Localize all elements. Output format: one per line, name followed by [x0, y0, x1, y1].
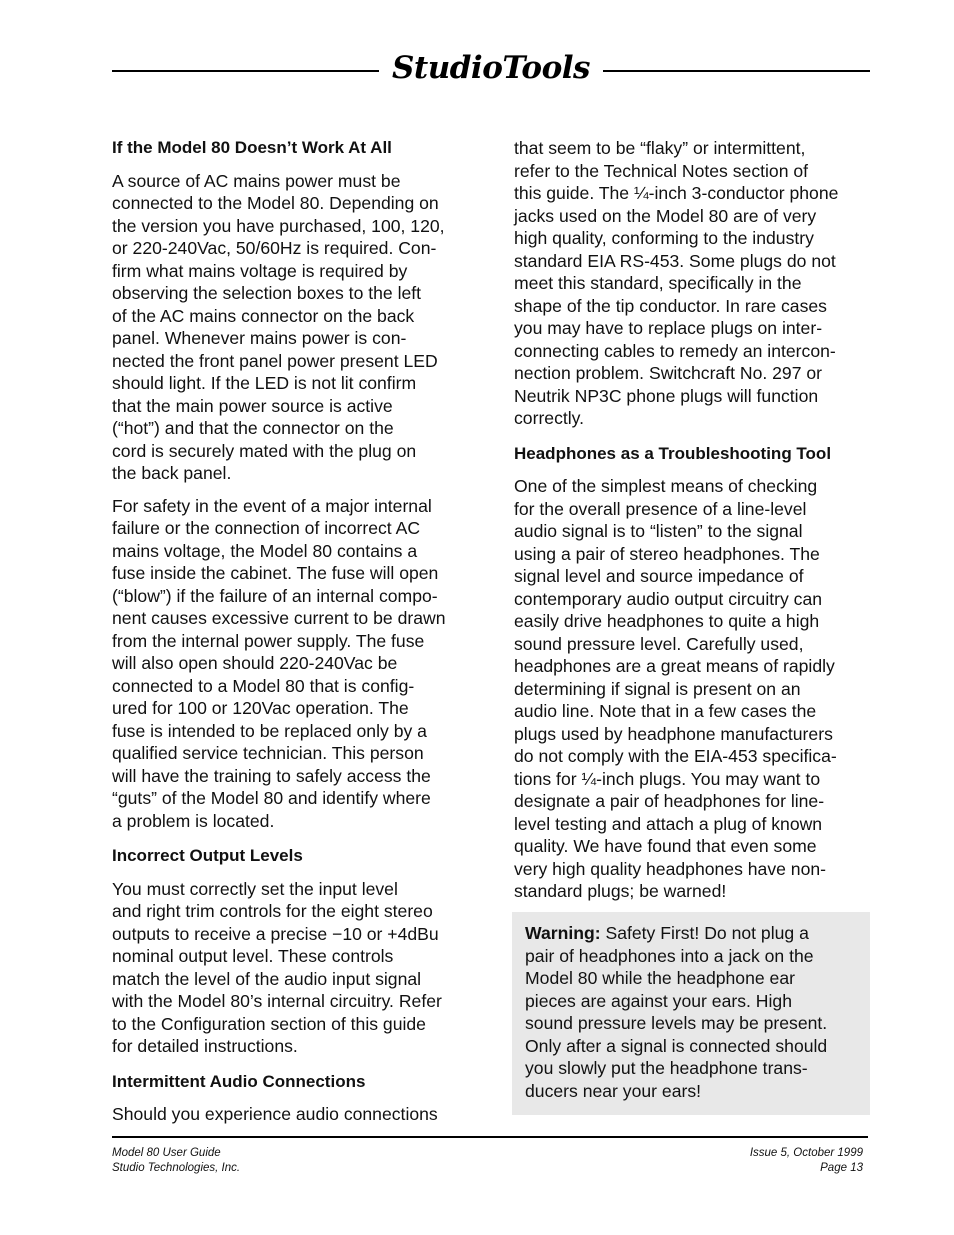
text-line: meet this standard, specifically in the [514, 273, 802, 293]
text-line: connecting cables to remedy an intercon- [514, 340, 836, 361]
text-line: using a pair of stereo headphones. The [514, 543, 820, 564]
text-line: a problem is located. [112, 810, 275, 831]
studio-tools-logo: StudioTools [392, 50, 590, 86]
text-line: for detailed instructions. [112, 1036, 298, 1056]
text-line: One of the simplest means of checking [514, 476, 818, 496]
text-line: headphones are a great means of rapidly [514, 656, 835, 676]
text-line: cord is securely mated with the plug on [112, 440, 417, 461]
footer-issue: Issue 5, October 1999 [749, 1147, 863, 1159]
text-line: standard EIA RS-453. Some plugs do not [514, 250, 836, 271]
text-line: nent causes excessive current to be drawn [112, 608, 446, 628]
text-line: correctly. [514, 408, 585, 428]
text-line: qualified service technician. This person [112, 743, 424, 763]
warning-label: Warning: [525, 923, 601, 943]
text-line: designate a pair of headphones for line- [514, 791, 825, 811]
section-heading-doesnt-work: If the Model 80 Doesn’t Work At All [112, 138, 392, 157]
text-line: panel. Whenever mains power is con- [112, 328, 407, 348]
text-line: outputs to receive a precise −10 or +4dBu [112, 923, 439, 944]
footer-rule [112, 1136, 868, 1138]
text-line: that the main power source is active [112, 395, 393, 416]
text-line: mains voltage, the Model 80 contains a [112, 540, 418, 561]
text-line: you may have to replace plugs on inter- [514, 318, 823, 338]
section-heading-output-levels: Incorrect Output Levels [112, 846, 303, 865]
text-line: easily drive headphones to quite a high [514, 611, 820, 631]
warning-first-text: Safety First! Do not plug a [600, 923, 809, 943]
text-line: connected to a Model 80 that is config- [112, 675, 415, 696]
paragraph-ac-mains [112, 170, 472, 485]
text-line: standard plugs; be warned! [514, 881, 727, 901]
text-line: to the Configuration section of this guide [112, 1013, 426, 1034]
text-line: pair of headphones into a jack on the [525, 945, 814, 966]
text-line: nected the front panel power present LED [112, 350, 438, 371]
text-line: will have the training to safely access the [112, 765, 431, 786]
text-line: very high quality headphones have non- [514, 858, 827, 879]
paragraph-headphones [514, 475, 866, 903]
footer-page-number: Page 13 [820, 1162, 863, 1174]
text-line: do not comply with the EIA-453 specifica- [514, 746, 837, 766]
text-line: nominal output level. These controls [112, 946, 394, 966]
text-line: high quality, conforming to the industry [514, 228, 814, 248]
text-line: nection problem. Switchcraft No. 297 or [514, 363, 823, 383]
text-line: from the internal power supply. The fuse [112, 630, 425, 651]
text-line: Model 80 while the headphone ear [525, 968, 795, 988]
right-column [514, 137, 866, 903]
text-line: audio line. Note that in a few cases the [514, 701, 817, 721]
text-line: observing the selection boxes to the left [112, 283, 422, 303]
text-line: firm what mains voltage is required by [112, 260, 408, 281]
text-line: fuse is intended to be replaced only by a [112, 720, 427, 741]
text-line: match the level of the audio input signal [112, 968, 422, 989]
text-line: quality. We have found that even some [514, 836, 817, 856]
text-line: refer to the Technical Notes section of [514, 160, 809, 181]
warning-box [512, 912, 870, 1115]
text-line: this guide. The ¼-inch 3-conductor phone [514, 183, 839, 203]
left-column [112, 137, 472, 1126]
text-line: sound pressure levels may be present. [525, 1013, 828, 1033]
text-line: that seem to be “flaky” or intermittent, [514, 138, 806, 158]
text-line: Should you experience audio connections [112, 1104, 438, 1124]
footer-guide-title: Model 80 User Guide [112, 1147, 221, 1159]
text-line: shape of the tip conductor. In rare cases [514, 295, 827, 316]
text-line: Neutrik NP3C phone plugs will function [514, 385, 819, 406]
text-line: A source of AC mains power must be [112, 170, 401, 191]
text-line: ured for 100 or 120Vac operation. The [112, 698, 409, 718]
text-line: fuse inside the cabinet. The fuse will open [112, 563, 439, 583]
text-line: (“blow”) if the failure of an internal compo- [112, 585, 438, 606]
text-line: jacks used on the Model 80 are of very [514, 205, 817, 226]
footer-left [112, 1146, 240, 1176]
text-line: level testing and attach a plug of known [514, 813, 823, 834]
text-line: tions for ¼-inch plugs. You may want to [514, 768, 821, 789]
header-rule-left [112, 70, 379, 72]
header-rule-right [603, 70, 870, 72]
text-line: you slowly put the headphone trans- [525, 1058, 808, 1078]
text-line: sound pressure level. Carefully used, [514, 633, 804, 654]
text-line: determining if signal is present on an [514, 678, 801, 699]
text-line: For safety in the event of a major internal [112, 495, 432, 516]
footer-company: Studio Technologies, Inc. [112, 1162, 241, 1174]
paragraph-intermittent-start [112, 1103, 472, 1126]
section-heading-intermittent: Intermittent Audio Connections [112, 1071, 366, 1091]
footer-right [750, 1146, 863, 1176]
warning-first-line [525, 922, 860, 945]
text-line: with the Model 80’s internal circuitry. Refer [112, 991, 442, 1011]
text-line: of the AC mains connector on the back [112, 305, 415, 326]
text-line: will also open should 220-240Vac be [112, 653, 398, 673]
text-line: signal level and source impedance of [514, 566, 804, 586]
paragraph-intermittent-cont [514, 137, 866, 430]
paragraph-fuse-safety [112, 495, 472, 833]
text-line: audio signal is to “listen” to the signal [514, 521, 803, 541]
text-line: or 220-240Vac, 50/60Hz is required. Con- [112, 238, 437, 258]
text-line: the back panel. [112, 463, 232, 483]
warning-text [525, 945, 860, 1103]
text-line: connected to the Model 80. Depending on [112, 193, 439, 213]
text-line: ducers near your ears! [525, 1080, 702, 1101]
text-line: (“hot”) and that the connector on the [112, 418, 394, 438]
text-line: “guts” of the Model 80 and identify where [112, 788, 431, 808]
text-line: should light. If the LED is not lit confirm [112, 373, 417, 393]
text-line: plugs used by headphone manufacturers [514, 723, 833, 744]
text-line: pieces are against your ears. High [525, 990, 792, 1011]
text-line: contemporary audio output circuitry can [514, 588, 823, 609]
text-line: failure or the connection of incorrect AC [112, 518, 421, 538]
text-line: and right trim controls for the eight stereo [112, 901, 433, 921]
paragraph-output-levels [112, 878, 472, 1058]
text-line: You must correctly set the input level [112, 878, 398, 899]
text-line: the version you have purchased, 100, 120, [112, 215, 445, 236]
section-heading-headphones: Headphones as a Troubleshooting Tool [514, 443, 832, 463]
text-line: for the overall presence of a line-level [514, 498, 807, 519]
text-line: Only after a signal is connected should [525, 1035, 828, 1056]
